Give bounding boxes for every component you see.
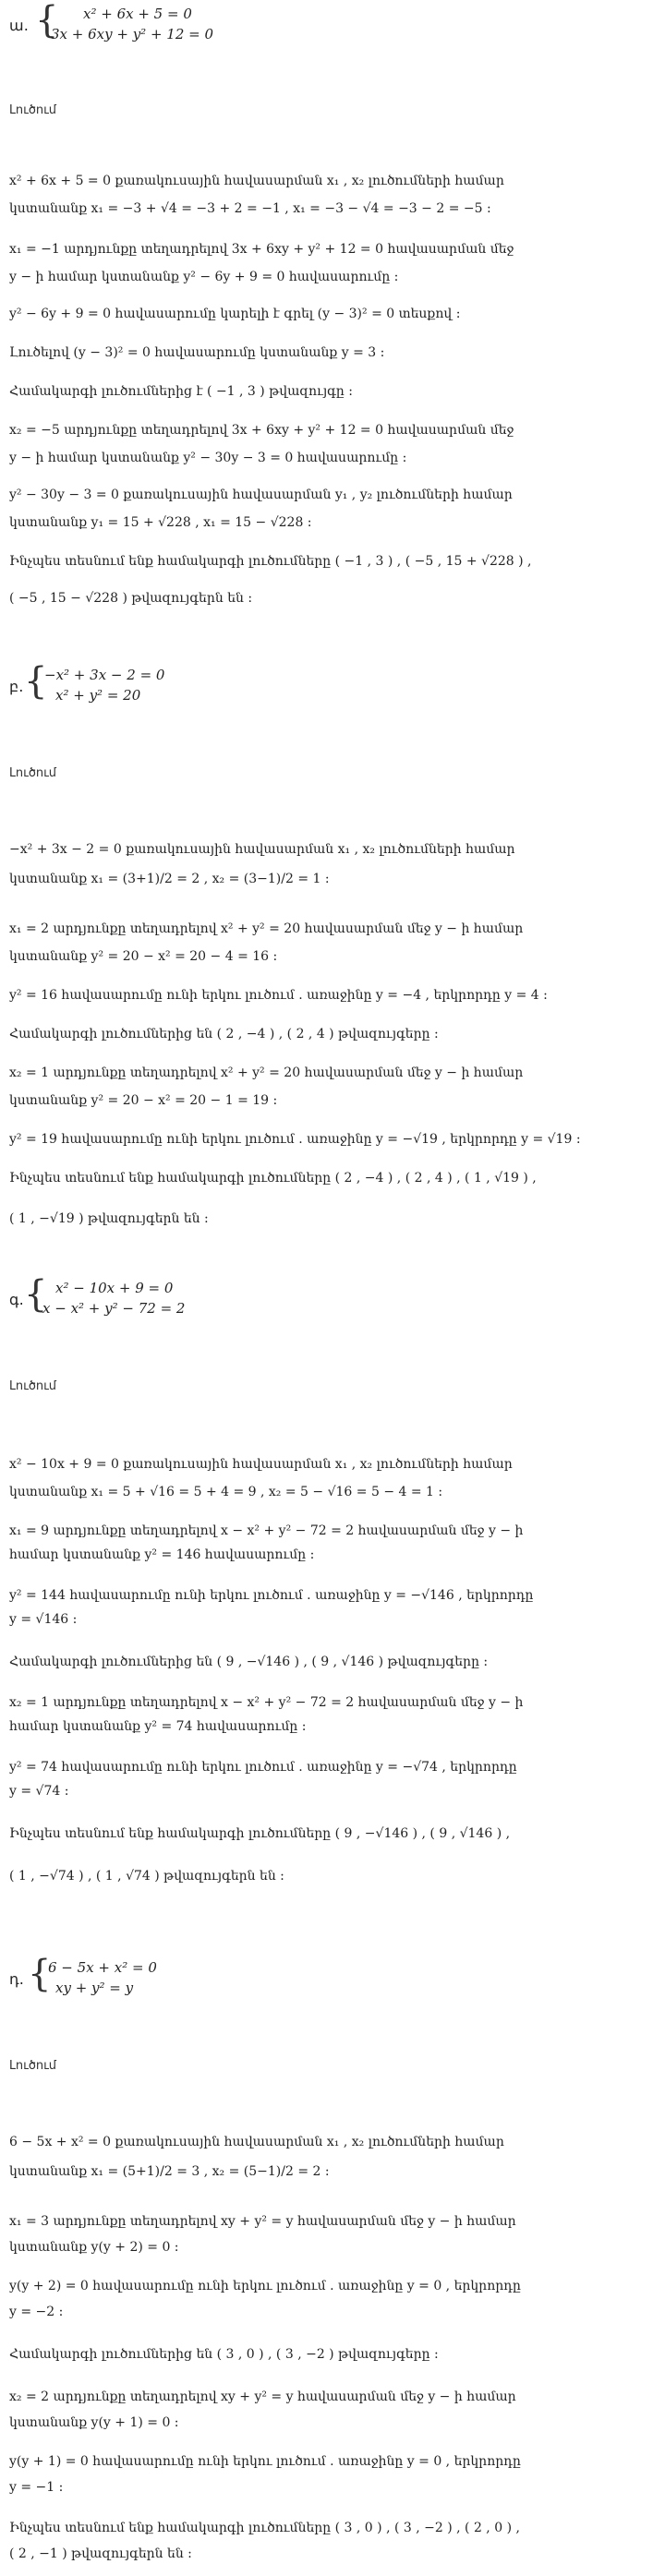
solution-line: y² = 74 հավասարումը ունի երկու լուծում . առաջինը y = −√74 , երկրորդը bbox=[9, 1760, 517, 1775]
problem-label: գ․ bbox=[9, 1293, 24, 1308]
solution-line: կստանանք y(y + 1) = 0 : bbox=[9, 2415, 179, 2430]
solution-line: Համակարգի լուծումներից են ( 9 , −√146 ) , ( 9 , √146 ) թվազույգերը : bbox=[9, 1655, 489, 1669]
solution-heading: Լուծում bbox=[9, 1379, 57, 1393]
solution-line: կստանանք y(y + 2) = 0 : bbox=[9, 2240, 179, 2255]
solution-line: համար կստանանք y² = 74 հավասարումը : bbox=[9, 1719, 307, 1734]
solution-line: y = √146 : bbox=[9, 1612, 78, 1627]
solution-line: Ինչպես տեսնում ենք համակարգի լուծումները ( −1 , 3 ) , ( −5 , 15 + √228 ) , bbox=[9, 554, 532, 569]
solution-line: համար կստանանք y² = 146 հավասարումը : bbox=[9, 1547, 315, 1562]
solution-line: y² = 19 հավասարումը ունի երկու լուծում . առաջինը y = −√19 , երկրորդը y = √19 : bbox=[9, 1132, 581, 1147]
system-brace: { bbox=[24, 660, 48, 703]
solution-line: Ինչպես տեսնում ենք համակարգի լուծումները ( 9 , −√146 ) , ( 9 , √146 ) , bbox=[9, 1826, 511, 1841]
solution-line: կստանանք x₁ = (5+1)/2 = 3 , x₂ = (5−1)/2 = 2 : bbox=[9, 2164, 330, 2179]
system-equation-1: 6 − 5x + x² = 0 bbox=[48, 1959, 157, 1976]
solution-line: կստանանք x₁ = (3+1)/2 = 2 , x₂ = (3−1)/2 = 1 : bbox=[9, 872, 330, 886]
solution-line: կստանանք x₁ = 5 + √16 = 5 + 4 = 9 , x₂ = 5 − √16 = 5 − 4 = 1 : bbox=[9, 1485, 443, 1499]
system-equation-2: x² + y² = 20 bbox=[55, 687, 141, 704]
solution-line: x₂ = −5 արդյունքը տեղադրելով 3x + 6xy + y² + 12 = 0 հավասարման մեջ bbox=[9, 423, 514, 438]
solution-line: x² − 10x + 9 = 0 քառակուսային հավասարման x₁ , x₂ լուծումների համար bbox=[9, 1457, 513, 1472]
solution-line: y² − 6y + 9 = 0 հավասարումը կարելի է գրել (y − 3)² = 0 տեսքով : bbox=[9, 307, 461, 321]
solution-line: y(y + 2) = 0 հավասարումը ունի երկու լուծում . առաջինը y = 0 , երկրորդը bbox=[9, 2279, 521, 2293]
solution-line: y(y + 1) = 0 հավասարումը ունի երկու լուծում . առաջինը y = 0 , երկրորդը bbox=[9, 2454, 521, 2469]
system-brace: { bbox=[24, 1273, 48, 1316]
solution-line: x₁ = 2 արդյունքը տեղադրելով x² + y² = 20 հավասարման մեջ y − ի համար bbox=[9, 921, 524, 936]
solution-line: կստանանք y² = 20 − x² = 20 − 1 = 19 : bbox=[9, 1093, 278, 1108]
solution-line: Լուծելով (y − 3)² = 0 հավասարումը կստանանք y = 3 : bbox=[9, 345, 385, 360]
solution-line: Համակարգի լուծումներից են ( 2 , −4 ) , ( 2 , 4 ) թվազույգերը : bbox=[9, 1027, 439, 1041]
solution-line: կստանանք x₁ = −3 + √4 = −3 + 2 = −1 , x₁ = −3 − √4 = −3 − 2 = −5 : bbox=[9, 201, 491, 216]
solution-line: −x² + 3x − 2 = 0 քառակուսային հավասարման x₁ , x₂ լուծումների համար bbox=[9, 842, 515, 857]
solution-line: Ինչպես տեսնում ենք համակարգի լուծումները ( 3 , 0 ) , ( 3 , −2 ) , ( 2 , 0 ) , bbox=[9, 2521, 520, 2535]
problem-label: բ․ bbox=[9, 680, 24, 695]
solution-line: ( −5 , 15 − √228 ) թվազույգերն են : bbox=[9, 591, 253, 606]
system-equation-1: −x² + 3x − 2 = 0 bbox=[44, 667, 165, 683]
solution-line: Ինչպես տեսնում ենք համակարգի լուծումները ( 2 , −4 ) , ( 2 , 4 ) , ( 1 , √19 ) , bbox=[9, 1171, 537, 1186]
solution-line: x₁ = −1 արդյունքը տեղադրելով 3x + 6xy + y² + 12 = 0 հավասարման մեջ bbox=[9, 242, 514, 257]
solution-line: x₂ = 1 արդյունքը տեղադրելով x² + y² = 20 հավասարման մեջ y − ի համար bbox=[9, 1065, 524, 1080]
solution-line: y = √74 : bbox=[9, 1784, 69, 1799]
system-equation-2: xy + y² = y bbox=[55, 1980, 134, 1996]
solution-line: y² = 16 հավասարումը ունի երկու լուծում . առաջինը y = −4 , երկրորդը y = 4 : bbox=[9, 988, 548, 1003]
system-equation-1: x² + 6x + 5 = 0 bbox=[83, 6, 192, 22]
solution-line: y = −1 : bbox=[9, 2480, 64, 2495]
solution-line: x² + 6x + 5 = 0 քառակուսային հավասարման x₁ , x₂ լուծումների համար bbox=[9, 174, 504, 188]
solution-line: x₂ = 1 արդյունքը տեղադրելով x − x² + y² − 72 = 2 հավասարման մեջ y − ի bbox=[9, 1695, 524, 1710]
system-equation-1: x² − 10x + 9 = 0 bbox=[55, 1280, 174, 1296]
system-equation-2: 3x + 6xy + y² + 12 = 0 bbox=[51, 26, 214, 42]
solution-heading: Լուծում bbox=[9, 103, 57, 117]
solution-line: կստանանք y₁ = 15 + √228 , x₁ = 15 − √228 : bbox=[9, 515, 312, 530]
system-brace: { bbox=[28, 1953, 52, 1995]
solution-heading: Լուծում bbox=[9, 766, 57, 780]
solution-line: y² = 144 հավասարումը ունի երկու լուծում . առաջինը y = −√146 , երկրորդը bbox=[9, 1588, 534, 1603]
solution-line: y − ի համար կստանանք y² − 30y − 3 = 0 հավասարումը : bbox=[9, 451, 407, 465]
solution-line: x₁ = 9 արդյունքը տեղադրելով x − x² + y² − 72 = 2 հավասարման մեջ y − ի bbox=[9, 1523, 524, 1538]
solution-heading: Լուծում bbox=[9, 2059, 57, 2073]
solution-line: ( 1 , −√19 ) թվազույգերն են : bbox=[9, 1211, 209, 1226]
solution-line: ( 2 , −1 ) թվազույգերն են : bbox=[9, 2546, 192, 2561]
system-brace: { bbox=[35, 0, 59, 42]
solution-line: Համակարգի լուծումներից են ( 3 , 0 ) , ( 3 , −2 ) թվազույգերը : bbox=[9, 2347, 439, 2362]
system-equation-2: x − x² + y² − 72 = 2 bbox=[42, 1300, 186, 1317]
solution-line: y² − 30y − 3 = 0 քառակուսային հավասարման y₁ , y₂ լուծումների համար bbox=[9, 488, 513, 502]
solution-line: x₂ = 2 արդյունքը տեղադրելով xy + y² = y հավասարման մեջ y − ի համար bbox=[9, 2389, 516, 2404]
solution-line: ( 1 , −√74 ) , ( 1 , √74 ) թվազույգերն են : bbox=[9, 1869, 284, 1884]
solution-line: y − ի համար կստանանք y² − 6y + 9 = 0 հավասարումը : bbox=[9, 270, 399, 284]
problem-label: ա․ bbox=[9, 18, 29, 34]
solution-line: 6 − 5x + x² = 0 քառակուսային հավասարման x₁ , x₂ լուծումների համար bbox=[9, 2135, 504, 2149]
solution-line: y = −2 : bbox=[9, 2305, 64, 2319]
solution-line: Համակարգի լուծումներից է ( −1 , 3 ) թվազույգը : bbox=[9, 384, 353, 399]
problem-label: դ․ bbox=[9, 1972, 24, 1988]
solution-line: կստանանք y² = 20 − x² = 20 − 4 = 16 : bbox=[9, 949, 278, 964]
solution-line: x₁ = 3 արդյունքը տեղադրելով xy + y² = y հավասարման մեջ y − ի համար bbox=[9, 2214, 516, 2229]
